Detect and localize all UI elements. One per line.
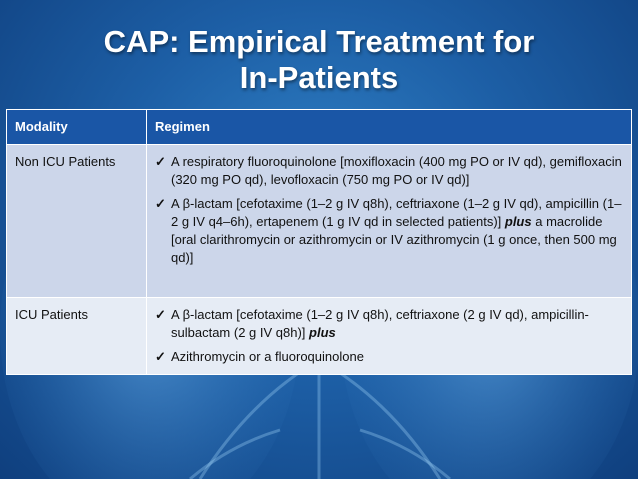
regimen-text-segment: A respiratory fluoroquinolone [171,154,337,169]
regimen-bullet-item [155,348,623,366]
regimen-text-segment: [cefotaxime (1–2 g IV q8h), ceftriaxone (2 g IV qd), ampicillin-sulbactam (2 g IV q8h)] [171,307,589,340]
header-modality: Modality [7,110,147,145]
modality-cell: ICU Patients [7,298,147,375]
checkmark-icon: ✓ [155,307,166,322]
regimen-text [171,348,623,366]
slide-title-line-2: In-Patients [239,60,399,95]
regimen-text-segment: [cefotaxime (1–2 g IV q8h), ceftriaxone (1–2 g IV qd), ampicillin (1–2 g IV q4–6h), ertapenem (1 g IV qd in selected patients)] [171,196,622,229]
regimen-bullet-item [155,153,623,189]
modality-cell: Non ICU Patients [7,145,147,298]
slide-title-line-1: CAP: Empirical Treatment for [103,24,535,59]
regimen-text-segment: plus [504,214,532,229]
regimen-text-segment: [moxifloxacin (400 mg PO or IV qd), gemifloxacin (320 mg PO qd), levofloxacin (750 mg PO or IV qd)] [171,154,622,187]
regimen-text [171,153,623,189]
regimen-bullet-item [155,195,623,267]
regimen-text-segment: A β-lactam [171,196,233,211]
regimen-text [171,306,623,342]
table-row [7,145,632,298]
regimen-cell [147,298,632,375]
table-header-row [7,110,632,145]
treatment-table [6,109,632,375]
regimen-text-segment: [oral clarithromycin or azithromycin or IV azithromycin (1 g once, then 500 mg qd)] [171,232,617,265]
regimen-text [171,195,623,267]
regimen-cell [147,145,632,298]
slide-title [0,24,638,96]
regimen-text-segment: plus [309,325,336,340]
treatment-table-container [6,109,632,375]
regimen-text-segment: a macrolide [531,214,603,229]
table-row [7,298,632,375]
regimen-text-segment: A β-lactam [171,307,233,322]
checkmark-icon: ✓ [155,196,166,211]
regimen-bullet-item [155,306,623,342]
header-regimen: Regimen [147,110,632,145]
checkmark-icon: ✓ [155,154,166,169]
regimen-text-segment: Azithromycin or a fluoroquinolone [171,349,364,364]
checkmark-icon: ✓ [155,349,166,364]
